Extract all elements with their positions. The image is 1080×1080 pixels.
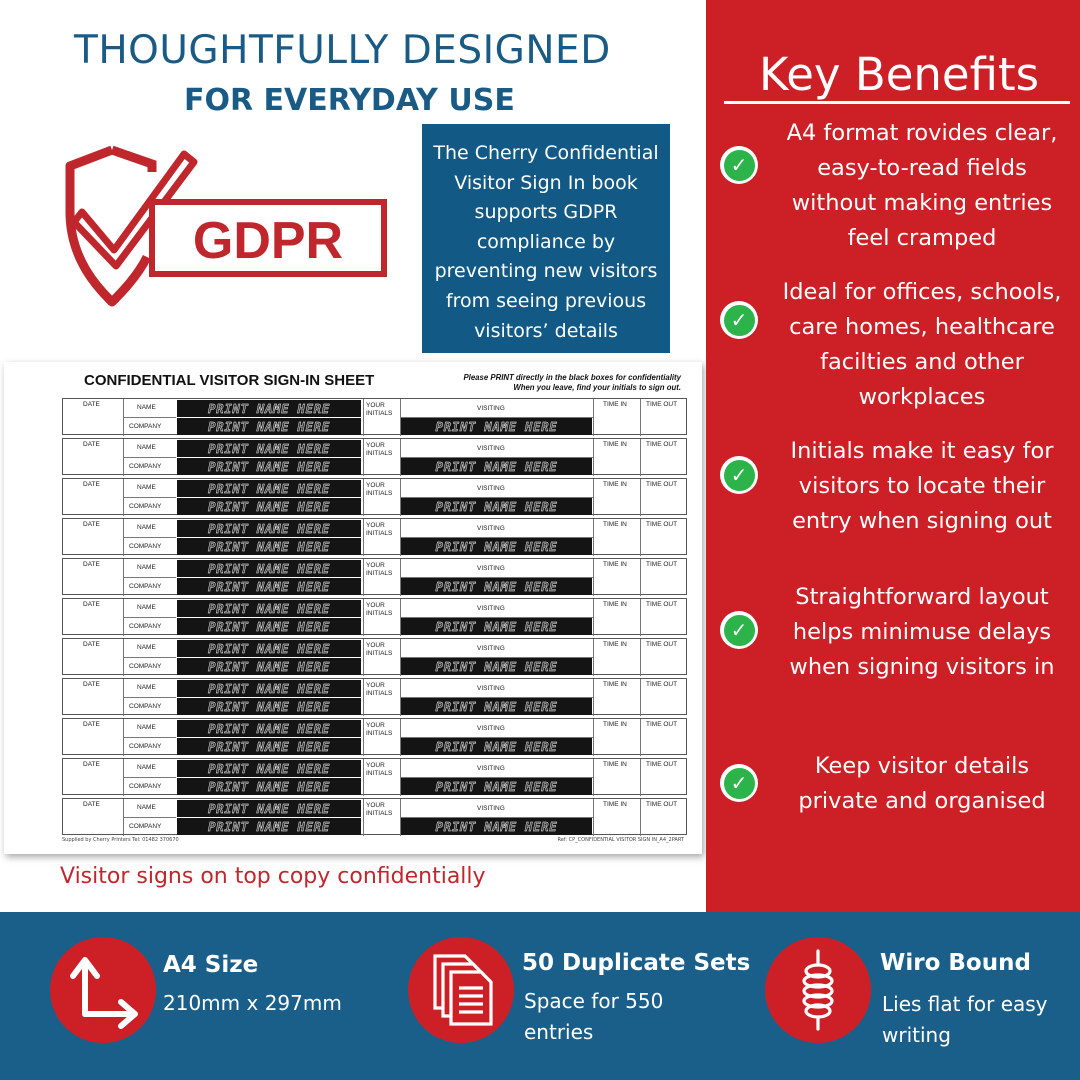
sheet-label-visiting: VISITING [477,405,505,412]
sheet-label-visiting: VISITING [477,645,505,652]
sheet-row [62,398,687,435]
sheet-label-time-out: TIME OUT [646,521,678,528]
benefit-line: Ideal for offices, schools, [782,279,1062,305]
print-name-box: PRINT NAME HERE [177,440,361,457]
gdpr-info-line: from seeing previous [445,289,647,312]
feature-desc-line: Lies flat for easy [882,992,1048,1016]
gdpr-info-line: The Cherry Confidential [433,142,659,164]
sheet-label-your: YOUR [366,762,385,769]
print-name-box: PRINT NAME HERE [177,800,361,817]
sheet-caption: Visitor signs on top copy confidentially [60,864,486,889]
sheet-label-time-in: TIME IN [603,561,627,568]
sheet-label-your-initials [366,482,392,497]
benefit-line: facilties and other [820,349,1024,375]
sheet-instruction-line: When you leave, find your initials to sign out. [513,383,681,392]
benefit-line: Keep visitor details [814,753,1030,779]
print-name-box: PRINT NAME HERE [177,760,361,777]
sheet-label-initials: INITIALS [366,689,393,697]
sheet-label-your: YOUR [366,442,385,449]
sheet-label-time-in: TIME IN [603,681,627,688]
sheet-instructions [419,373,681,393]
feature-strip [0,912,1080,1080]
feature-desc-duplicate [524,986,663,1048]
sheet-label-your: YOUR [366,522,385,529]
sheet-label-date: DATE [83,641,100,648]
sheet-label-company: COMPANY [129,423,162,430]
sheet-label-name: NAME [137,604,156,611]
feature-desc-line: 210mm x 297mm [163,991,342,1015]
sheet-label-initials: INITIALS [366,649,393,657]
feature-title-duplicate: 50 Duplicate Sets [522,950,751,976]
benefit-text [766,434,1078,539]
sheet-label-your: YOUR [366,482,385,489]
benefit-line: workplaces [858,384,986,410]
sheet-label-initials: INITIALS [366,449,393,457]
benefit-line: Initials make it easy for [790,438,1054,464]
sheet-rows [62,398,687,838]
benefit-line: Straightforward layout [795,584,1049,610]
sheet-label-your-initials [366,562,392,577]
sheet-label-initials: INITIALS [366,409,393,417]
sign-in-sheet-preview [4,362,702,854]
sheet-label-company: COMPANY [129,783,162,790]
benefit-line: helps minimuse delays [792,619,1052,645]
print-visiting-box: PRINT NAME HERE [401,498,592,515]
gdpr-info-box [422,124,670,353]
key-benefits-underline [724,101,1070,104]
sheet-label-your-initials [366,762,392,777]
sheet-label-your: YOUR [366,802,385,809]
check-icon: ✓ [720,456,758,494]
print-name-box: PRINT NAME HERE [177,400,361,417]
print-name-box: PRINT NAME HERE [177,520,361,537]
sheet-label-initials: INITIALS [366,609,393,617]
sheet-label-time-in: TIME IN [603,481,627,488]
print-company-box: PRINT NAME HERE [177,578,361,595]
sheet-label-date: DATE [83,801,100,808]
feature-desc-a4 [163,988,342,1019]
headline-line-2: FOR EVERYDAY USE [184,83,515,118]
sheet-label-name: NAME [137,644,156,651]
sheet-label-date: DATE [83,681,100,688]
print-company-box: PRINT NAME HERE [177,738,361,755]
sheet-instruction-line: Please PRINT directly in the black boxes for confidentiality [463,373,681,382]
sheet-label-visiting: VISITING [477,685,505,692]
sheet-label-your: YOUR [366,682,385,689]
benefit-line: care homes, healthcare [789,314,1055,340]
feature-title-a4: A4 Size [163,952,259,978]
sheet-label-date: DATE [83,601,100,608]
gdpr-shield-logo [52,142,392,317]
print-company-box: PRINT NAME HERE [177,778,361,795]
key-benefits-title: Key Benefits [758,48,1040,101]
print-company-box: PRINT NAME HERE [177,458,361,475]
sheet-label-time-out: TIME OUT [646,681,678,688]
sheet-label-initials: INITIALS [366,529,393,537]
sheet-row [62,558,687,595]
check-icon: ✓ [720,146,758,184]
print-company-box: PRINT NAME HERE [177,538,361,555]
wiro-bound-icon [765,937,871,1043]
feature-desc-wiro [882,989,1048,1051]
gdpr-info-line: preventing new visitors [434,260,658,283]
sheet-label-time-in: TIME IN [603,441,627,448]
benefit-text [766,580,1078,685]
sheet-label-name: NAME [137,764,156,771]
sheet-label-visiting: VISITING [477,605,505,612]
print-visiting-box: PRINT NAME HERE [401,458,592,475]
sheet-label-time-out: TIME OUT [646,481,678,488]
benefit-line: without making entries [791,190,1053,216]
sheet-label-date: DATE [83,441,100,448]
sheet-label-time-in: TIME IN [603,641,627,648]
print-name-box: PRINT NAME HERE [177,480,361,497]
sheet-label-your: YOUR [366,562,385,569]
print-company-box: PRINT NAME HERE [177,618,361,635]
sheet-label-time-in: TIME IN [603,401,627,408]
benefit-line: entry when signing out [792,508,1052,534]
sheet-label-name: NAME [137,484,156,491]
print-visiting-box: PRINT NAME HERE [401,658,592,675]
print-company-box: PRINT NAME HERE [177,658,361,675]
feature-desc-line: Space for 550 [524,989,664,1013]
print-company-box: PRINT NAME HERE [177,498,361,515]
print-visiting-box: PRINT NAME HERE [401,738,592,755]
sheet-label-date: DATE [83,721,100,728]
print-visiting-box: PRINT NAME HERE [401,818,592,835]
sheet-label-name: NAME [137,804,156,811]
sheet-label-time-out: TIME OUT [646,761,678,768]
sheet-label-time-out: TIME OUT [646,721,678,728]
sheet-title: CONFIDENTIAL VISITOR SIGN-IN SHEET [84,372,375,389]
sheet-label-name: NAME [137,564,156,571]
benefit-text [766,275,1078,415]
feature-desc-line: writing [882,1023,951,1047]
print-visiting-box: PRINT NAME HERE [401,698,592,715]
benefit-line: visitors to locate their [798,473,1046,499]
sheet-label-your-initials [366,522,392,537]
benefit-line: feel cramped [847,225,997,251]
sheet-row [62,598,687,635]
sheet-label-date: DATE [83,761,100,768]
sheet-row [62,438,687,475]
sheet-label-time-out: TIME OUT [646,441,678,448]
sheet-label-initials: INITIALS [366,769,393,777]
check-icon: ✓ [720,301,758,339]
sheet-label-your-initials [366,602,392,617]
print-name-box: PRINT NAME HERE [177,600,361,617]
sheet-label-time-in: TIME IN [603,721,627,728]
feature-title-wiro: Wiro Bound [880,950,1031,976]
sheet-label-visiting: VISITING [477,485,505,492]
sheet-label-time-out: TIME OUT [646,401,678,408]
sheet-label-name: NAME [137,524,156,531]
check-icon: ✓ [720,764,758,802]
gdpr-info-line: compliance by [476,230,616,253]
key-benefits-panel [706,0,1080,912]
sheet-footer-supplier: Supplied by Cherry Printers Tel: 01482 370670 [62,837,179,843]
print-visiting-box: PRINT NAME HERE [401,418,592,435]
sheet-label-your-initials [366,642,392,657]
gdpr-info-line: visitors’ details [474,319,618,342]
sheet-label-your-initials [366,682,392,697]
sheet-label-initials: INITIALS [366,809,393,817]
sheet-label-company: COMPANY [129,503,162,510]
sheet-label-visiting: VISITING [477,765,505,772]
sheet-label-date: DATE [83,561,100,568]
sheet-label-date: DATE [83,481,100,488]
print-company-box: PRINT NAME HERE [177,418,361,435]
sheet-label-company: COMPANY [129,623,162,630]
sheet-label-initials: INITIALS [366,569,393,577]
sheet-label-time-out: TIME OUT [646,601,678,608]
sheet-label-visiting: VISITING [477,725,505,732]
duplicate-sets-icon [408,937,514,1043]
feature-desc-line: entries [524,1020,594,1044]
gdpr-text: GDPR [192,212,344,270]
sheet-row [62,638,687,675]
headline-line-1: THOUGHTFULLY DESIGNED [74,28,611,73]
sheet-label-visiting: VISITING [477,805,505,812]
sheet-label-your-initials [366,722,392,737]
sheet-label-time-in: TIME IN [603,761,627,768]
sheet-label-time-out: TIME OUT [646,561,678,568]
sheet-label-your: YOUR [366,602,385,609]
sheet-label-name: NAME [137,404,156,411]
sheet-label-company: COMPANY [129,703,162,710]
sheet-label-date: DATE [83,521,100,528]
sheet-row [62,478,687,515]
sheet-label-your-initials [366,442,392,457]
benefit-text [766,749,1078,819]
benefit-line: private and organised [798,788,1046,814]
sheet-label-visiting: VISITING [477,525,505,532]
sheet-label-initials: INITIALS [366,729,393,737]
sheet-label-company: COMPANY [129,743,162,750]
benefit-line: when signing visitors in [789,654,1055,680]
sheet-label-company: COMPANY [129,663,162,670]
print-name-box: PRINT NAME HERE [177,720,361,737]
sheet-label-company: COMPANY [129,543,162,550]
sheet-label-name: NAME [137,444,156,451]
sheet-label-visiting: VISITING [477,565,505,572]
print-visiting-box: PRINT NAME HERE [401,778,592,795]
print-company-box: PRINT NAME HERE [177,698,361,715]
sheet-label-time-in: TIME IN [603,801,627,808]
sheet-label-company: COMPANY [129,463,162,470]
print-visiting-box: PRINT NAME HERE [401,578,592,595]
print-company-box: PRINT NAME HERE [177,818,361,835]
print-visiting-box: PRINT NAME HERE [401,538,592,555]
print-visiting-box: PRINT NAME HERE [401,618,592,635]
sheet-label-initials: INITIALS [366,489,393,497]
sheet-row [62,718,687,755]
sheet-row [62,798,687,835]
sheet-label-your: YOUR [366,642,385,649]
print-name-box: PRINT NAME HERE [177,640,361,657]
check-icon: ✓ [720,611,758,649]
sheet-label-time-out: TIME OUT [646,641,678,648]
sheet-label-your: YOUR [366,722,385,729]
print-name-box: PRINT NAME HERE [177,680,361,697]
sheet-footer-ref: Ref: CP_CONFIDENTIAL VISITOR SIGN IN_A4_2PART [557,837,684,843]
sheet-label-time-in: TIME IN [603,601,627,608]
sheet-label-your: YOUR [366,402,385,409]
print-name-box: PRINT NAME HERE [177,560,361,577]
sheet-label-visiting: VISITING [477,445,505,452]
sheet-label-your-initials [366,802,392,817]
gdpr-info-line: supports GDPR [474,201,618,224]
sheet-row [62,518,687,555]
benefit-line: easy-to-read fields [817,155,1027,181]
sheet-label-company: COMPANY [129,583,162,590]
benefit-text [766,116,1078,256]
sheet-row [62,678,687,715]
sheet-label-time-in: TIME IN [603,521,627,528]
a4-size-icon [50,937,156,1043]
gdpr-info-line: Visitor Sign In book [454,171,638,194]
sheet-label-time-out: TIME OUT [646,801,678,808]
sheet-label-date: DATE [83,401,100,408]
benefit-line: A4 format rovides clear, [786,120,1058,146]
sheet-label-name: NAME [137,724,156,731]
sheet-label-your-initials [366,402,392,417]
sheet-label-company: COMPANY [129,823,162,830]
sheet-label-name: NAME [137,684,156,691]
sheet-row [62,758,687,795]
